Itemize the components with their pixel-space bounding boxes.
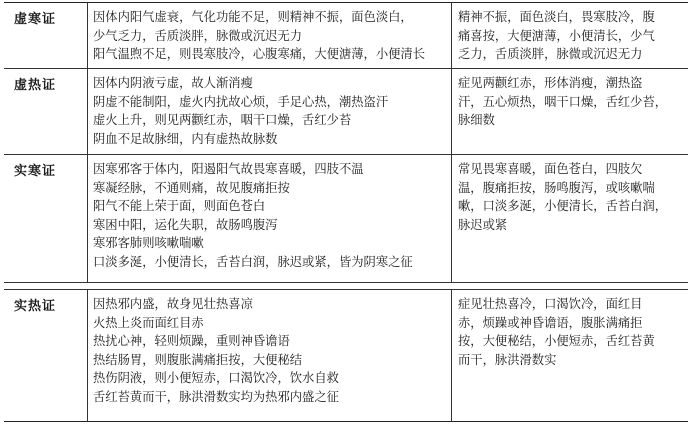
mechanism-line: 热伤阴液，则小便短赤，口渴饮冷，饮水自救 xyxy=(93,371,339,386)
symptoms-cell xyxy=(452,290,688,421)
mechanism-line: 舌红苔黄而干，脉洪滑数实均为热邪内盛之征 xyxy=(93,389,339,404)
symptom-line: 常见畏寒喜暖，面色苍白，四肢欠 xyxy=(458,162,643,176)
mechanism-line: 阳气温煦不足，则畏寒肢冷，心腹寒痛，大便溏薄，小便清长 xyxy=(93,47,426,62)
mechanism-line: 寒凝经脉，不通则痛，故见腹痛拒按 xyxy=(93,180,290,195)
mechanism-line: 阴血不足故脉细，内有虚热故脉数 xyxy=(93,131,278,146)
mechanism-line: 寒困中阳，运化失职，故肠鸣腹泻 xyxy=(93,217,278,232)
mechanism-line: 阴虚不能制阳，虚火内扰故心烦，手足心热，潮热盗汗 xyxy=(93,94,389,109)
syndrome-name-cell xyxy=(4,3,88,68)
mechanism-line: 因热邪内盛，故身见壮热喜凉 xyxy=(93,297,253,311)
mechanism-line: 阳气不能上荣于面，则面色苍白 xyxy=(93,199,266,214)
syndrome-name: 实热证 xyxy=(14,299,57,314)
syndrome-name-cell xyxy=(4,290,88,421)
syndrome-name: 虚寒证 xyxy=(14,12,57,27)
mechanism-cell xyxy=(88,69,452,154)
syndrome-name-cell xyxy=(4,69,88,154)
symptom-line: 痛喜按，大便溏薄，小便清长，少气 xyxy=(458,28,655,43)
symptom-line: 赤，烦躁或神昏谵语，腹胀满痛拒 xyxy=(458,315,643,330)
table-row-xure xyxy=(4,69,688,155)
symptom-line: 温，腹痛拒按，肠鸣腹泻，或咳嗽喘 xyxy=(458,180,655,195)
mechanism-cell xyxy=(88,3,452,68)
syndrome-name: 虚热证 xyxy=(14,78,57,93)
mechanism-line: 热扰心神，轻则烦躁，重则神昏谵语 xyxy=(93,334,290,349)
syndrome-table xyxy=(4,2,688,422)
symptom-line: 而干，脉洪滑数实 xyxy=(458,352,557,367)
mechanism-line: 口淡多涎，小便清长，舌苔白润，脉迟或紧，皆为阴寒之征 xyxy=(93,254,413,269)
symptoms-cell xyxy=(452,69,688,154)
symptom-line: 乏力，舌质淡胖，脉微或沉迟无力 xyxy=(458,47,643,62)
symptom-line: 脉迟或紧 xyxy=(458,217,508,232)
mechanism-cell xyxy=(88,155,452,282)
mechanism-line: 少气乏力，舌质淡胖，脉微或沉迟无力 xyxy=(93,28,303,43)
table-row-shihan xyxy=(4,155,688,283)
mechanism-cell xyxy=(88,290,452,421)
symptom-line: 汗，五心烦热，咽干口燥，舌红少苔， xyxy=(458,94,668,109)
symptom-line: 嗽，口淡多涎，小便清长，舌苔白润， xyxy=(458,199,668,214)
symptom-line: 脉细数 xyxy=(458,113,495,128)
symptom-line: 症见两颧红赤，形体消瘦，潮热盗 xyxy=(458,76,643,90)
mechanism-line: 虚火上升，则见两颧红赤，咽干口燥，舌红少苔 xyxy=(93,113,352,128)
symptoms-cell xyxy=(452,3,688,68)
mechanism-line: 火热上炎而面红目赤 xyxy=(93,315,204,330)
symptom-line: 按，大便秘结，小便短赤，舌红苔黄 xyxy=(458,334,655,349)
mechanism-line: 热结肠胃，则腹胀满痛拒按，大便秘结 xyxy=(93,352,303,367)
symptoms-cell xyxy=(452,155,688,282)
table-row-shire xyxy=(4,289,688,421)
symptom-line: 症见壮热喜冷，口渴饮冷，面红目 xyxy=(458,297,643,311)
table-row-xuhan xyxy=(4,3,688,69)
syndrome-name-cell xyxy=(4,155,88,282)
syndrome-name: 实寒证 xyxy=(14,164,57,179)
mechanism-line: 因体内阴液亏虚，故人渐消瘦 xyxy=(93,76,253,90)
mechanism-line: 寒邪客肺则咳嗽喘嗽 xyxy=(93,236,204,251)
mechanism-line: 因寒邪客于体内，阳遏阳气故畏寒喜暖，四肢不温 xyxy=(93,162,364,176)
symptom-line: 精神不振，面色淡白，畏寒肢冷，腹 xyxy=(458,10,655,24)
mechanism-line: 因体内阳气虚衰，气化功能不足，则精神不振，面色淡白， xyxy=(93,10,413,24)
